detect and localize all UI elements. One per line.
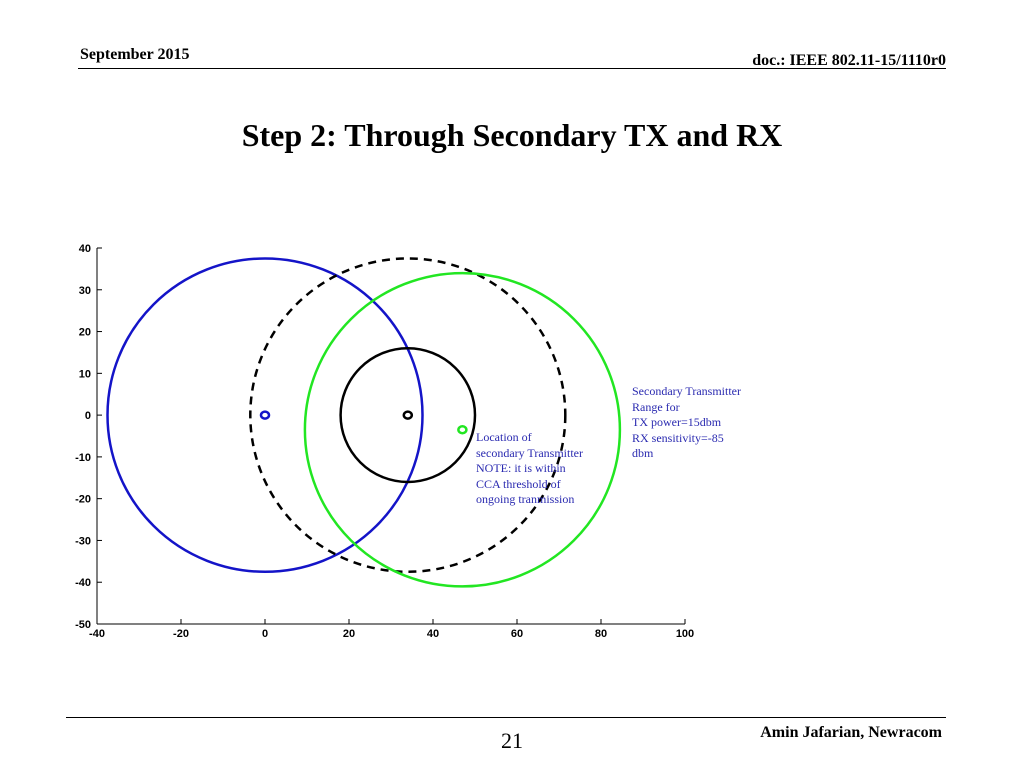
y-tick-label: -30 bbox=[75, 535, 91, 548]
plot-circles bbox=[108, 258, 620, 586]
y-tick-label: 20 bbox=[78, 326, 91, 339]
x-tick-label: -20 bbox=[173, 628, 189, 640]
x-tick-label: -40 bbox=[89, 628, 105, 640]
plot-axes bbox=[75, 243, 694, 640]
y-tick-label: -50 bbox=[75, 619, 91, 631]
x-tick-label: 0 bbox=[261, 628, 269, 640]
x-tick-label: 60 bbox=[510, 628, 524, 640]
blue-range-circle bbox=[108, 258, 423, 571]
y-tick-label: 40 bbox=[78, 243, 91, 255]
slide-title: Step 2: Through Secondary TX and RX bbox=[241, 117, 783, 153]
footer-author: Amin Jafarian, Newracom bbox=[760, 724, 942, 741]
x-tick-label: 20 bbox=[342, 628, 356, 640]
black-dashed-range-circle bbox=[250, 258, 565, 571]
header-date: September 2015 bbox=[80, 46, 190, 63]
footer-divider bbox=[66, 717, 946, 718]
secondary-tx-range-note: Secondary Transmitter Range for TX power=15dbm RX sensitivity=-85 dbm bbox=[632, 384, 741, 460]
y-tick-label: -20 bbox=[75, 493, 91, 506]
x-tick-label: 100 bbox=[675, 628, 695, 640]
black-node-marker bbox=[404, 412, 412, 419]
x-tick-label: 80 bbox=[594, 628, 608, 640]
secondary-tx-location-note: Location of secondary Transmitter NOTE: it is within CCA threshold of ongoing tranmission bbox=[476, 430, 583, 506]
x-tick-label: 40 bbox=[426, 628, 440, 640]
y-tick-label: -10 bbox=[75, 451, 91, 464]
black-small-range-circle bbox=[341, 348, 475, 482]
y-tick-label: 30 bbox=[78, 284, 91, 297]
plot-points bbox=[261, 412, 466, 434]
page-number: 21 bbox=[501, 728, 523, 753]
y-tick-label: 0 bbox=[84, 410, 91, 423]
header-doc-id: doc.: IEEE 802.11-15/1110r0 bbox=[752, 52, 946, 69]
y-tick-label: -40 bbox=[75, 577, 91, 590]
blue-node-marker bbox=[261, 412, 269, 419]
y-tick-label: 10 bbox=[78, 368, 91, 381]
green-node-marker bbox=[458, 426, 466, 433]
